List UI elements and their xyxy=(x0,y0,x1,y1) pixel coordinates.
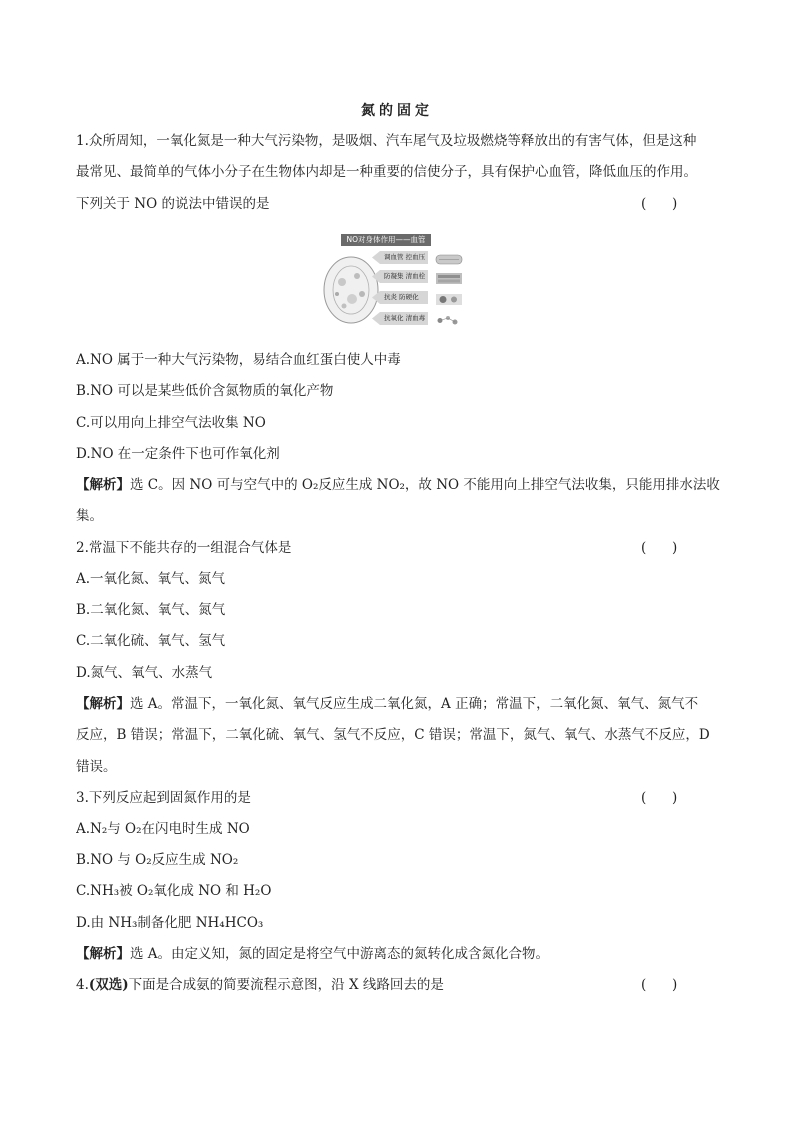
q4-stem-text: 下面是合成氨的简要流程示意图，沿 X 线路回去的是 xyxy=(128,977,444,993)
q3-option-a: A.N₂与 O₂在闪电时生成 NO xyxy=(76,821,250,837)
q3-stem: 3.下列反应起到固氮作用的是 xyxy=(76,790,251,806)
q3-option-d: D.由 NH₃制备化肥 NH₄HCO₃ xyxy=(76,915,264,931)
figure-item-regulate: 调血管 控血压 xyxy=(372,251,428,264)
q2-option-b: B.二氧化氮、氧气、氮气 xyxy=(76,602,226,618)
q3-answer-blank: ( ) xyxy=(641,790,678,806)
q4-stem xyxy=(76,975,724,995)
cell-icon xyxy=(435,270,463,283)
q2-stem: 2.常温下不能共存的一组混合气体是 xyxy=(76,540,292,556)
q4-answer-blank: ( ) xyxy=(641,977,678,993)
q1-option-b: B.NO 可以是某些低价含氮物质的氧化产物 xyxy=(76,383,334,399)
molecule-icon xyxy=(435,312,463,325)
vessel-thumbnail-icon xyxy=(435,251,463,264)
q2-analysis xyxy=(76,694,724,714)
vessel-section-icon xyxy=(435,291,463,304)
q2-option-d: D.氮气、氧气、水蒸气 xyxy=(76,665,213,681)
q1-answer-blank: ( ) xyxy=(641,196,678,212)
analysis-tag: 【解析】 xyxy=(76,696,130,712)
q2-option-a: A.一氧化氮、氧气、氮气 xyxy=(76,571,226,587)
q3-analysis xyxy=(76,944,724,964)
q1-analysis-text-2: 集。 xyxy=(76,508,103,524)
q2-analysis-text-3: 错误。 xyxy=(76,759,117,775)
q3-option-c: C.NH₃被 O₂氧化成 NO 和 H₂O xyxy=(76,883,272,899)
analysis-tag: 【解析】 xyxy=(76,477,130,493)
q1-option-a: A.NO 属于一种大气污染物，易结合血红蛋白使人中毒 xyxy=(76,352,401,368)
q2-answer-blank: ( ) xyxy=(641,540,678,556)
figure-heading: NO对身体作用——血管 xyxy=(341,234,431,246)
figure-item-antioxidant: 抗氧化 清血毒 xyxy=(372,312,428,325)
q1-stem-line-2: 最常见、最简单的气体小分子在生物体内却是一种重要的信使分子，具有保护心血管，降低血压的作用。 xyxy=(76,164,697,180)
q1-analysis-text-1: 选 C。因 NO 可与空气中的 O₂反应生成 NO₂，故 NO 不能用向上排空气法收集，只能用排水法收 xyxy=(130,477,720,493)
q1-option-d: D.NO 在一定条件下也可作氧化剂 xyxy=(76,446,280,462)
figure-item-anti-inflammation: 抗炎 防硬化 xyxy=(372,291,428,304)
q4-number: 4. xyxy=(76,977,89,993)
q2-analysis-text-1: 选 A。常温下，一氧化氮、氧气反应生成二氧化氮，A 正确；常温下，二氧化氮、氧气、氮气不 xyxy=(130,696,699,712)
q1-option-c: C.可以用向上排空气法收集 NO xyxy=(76,415,266,431)
q2-analysis-text-2: 反应，B 错误；常温下，二氧化硫、氧气、氢气不反应，C 错误；常温下，氮气、氧气、水蒸气不反应，D xyxy=(76,727,710,743)
figure-item-anticoagulate: 防凝集 清血栓 xyxy=(372,270,428,283)
q2-option-c: C.二氧化硫、氧气、氢气 xyxy=(76,633,226,649)
q1-stem-line-3: 下列关于 NO 的说法中错误的是 xyxy=(76,196,270,212)
page-title: 氮的固定 xyxy=(361,103,433,119)
q3-analysis-text-1: 选 A。由定义知，氮的固定是将空气中游离态的氮转化成含氮化合物。 xyxy=(130,946,550,962)
q1-analysis xyxy=(76,475,724,495)
no-blood-vessel-figure xyxy=(320,234,465,330)
analysis-tag: 【解析】 xyxy=(76,946,130,962)
q1-stem-line-1: 1.众所周知，一氧化氮是一种大气污染物，是吸烟、汽车尾气及垃圾燃烧等释放出的有害气体，但是这种 xyxy=(76,133,697,149)
q3-option-b: B.NO 与 O₂反应生成 NO₂ xyxy=(76,852,239,868)
q4-double-choice-tag: (双选) xyxy=(88,977,129,993)
